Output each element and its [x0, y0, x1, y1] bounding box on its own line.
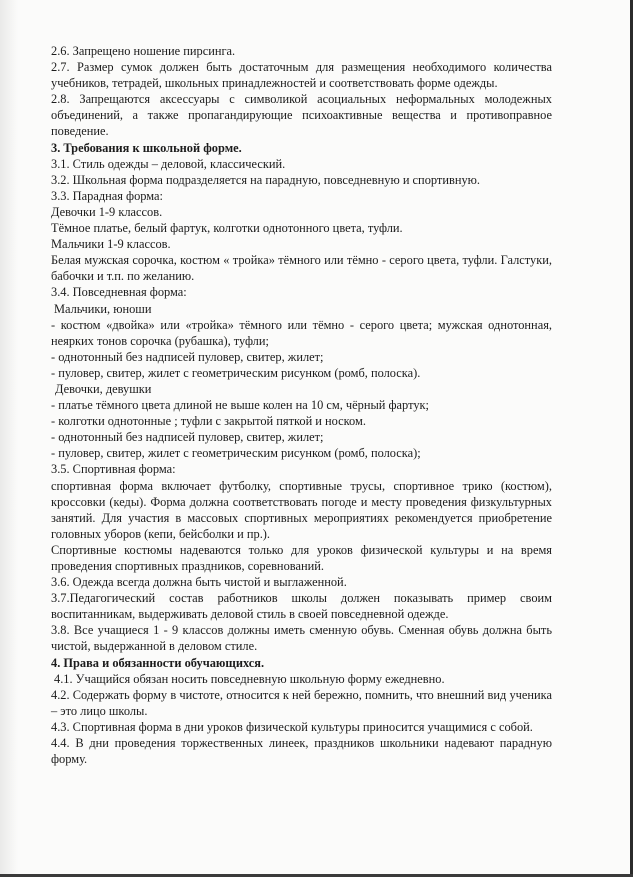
paragraph-4-3: 4.3. Спортивная форма в дни уроков физической культуры приносится учащимися с собой.	[51, 719, 533, 734]
paragraph-3-7: 3.7.Педагогический состав работников школы должен показывать пример своим воспитанникам, выдерживать деловой стиль в своей повседневной одежде.	[51, 591, 552, 622]
paragraph-3-5: 3.5. Спортивная форма:	[51, 462, 176, 477]
paragraph-2-7: 2.7. Размер сумок должен быть достаточным для размещения необходимого количества учебников, тетрадей, школьных принадлежностей и соответствовать форме одежды.	[51, 60, 552, 91]
girls-item-pattern: - пуловер, свитер, жилет с геометрическим рисунком (ромб, полоска);	[51, 446, 421, 461]
document-body	[51, 43, 552, 767]
paragraph-3-6: 3.6. Одежда всегда должна быть чистой и выглаженной.	[51, 575, 347, 590]
boys-dress-formal: Белая мужская сорочка, костюм « тройка» тёмного или тёмно - серого цвета, туфли. Галстуки, бабочки и т.п. по желанию.	[51, 253, 552, 284]
girls-item-dress: - платье тёмного цвета длиной не выше колен на 10 см, чёрный фартук;	[51, 398, 429, 413]
girls-dress-formal: Тёмное платье, белый фартук, колготки однотонного цвета, туфли.	[51, 221, 403, 236]
paragraph-4-2: 4.2. Содержать форму в чистоте, относится к ней бережно, помнить, что внешний вид ученика – это лицо школы.	[51, 687, 552, 718]
girls-label: Девочки, девушки	[55, 381, 152, 396]
paragraph-2-6: 2.6. Запрещено ношение пирсинга.	[51, 44, 236, 58]
sport-uniform-description: спортивная форма включает футболку, спортивные трусы, спортивное трико (костюм), кроссовки (кеды). Форма должна соответствовать погоде и месту проведения физкультурных занятий. Для участия в массовых спортивных мероприятиях рекомендуется приобретение головных уборов (кепи, бейсболки и пр.).	[51, 478, 552, 541]
boys-item-pattern: - пуловер, свитер, жилет с геометрическим рисунком (ромб, полоска).	[51, 365, 421, 380]
paragraph-3-8: 3.8. Все учащиеся 1 - 9 классов должны иметь сменную обувь. Сменная обувь должна быть чистой, выдержанной в деловом стиле.	[51, 623, 552, 654]
section-3-heading: 3. Требования к школьной форме.	[51, 140, 242, 155]
girls-1-9-label: Девочки 1-9 классов.	[51, 204, 163, 219]
girls-item-pullover: - однотонный без надписей пуловер, свитер, жилет;	[51, 430, 324, 445]
boys-label: Мальчики, юноши	[54, 301, 152, 316]
paragraph-2-8: 2.8. Запрещаются аксессуары с символикой асоциальных неформальных молодежных объединений, а также пропагандирующие психоактивные вещества и противоправное поведение.	[51, 92, 552, 139]
paragraph-3-1: 3.1. Стиль одежды – деловой, классический.	[51, 156, 286, 171]
section-4-heading: 4. Права и обязанности обучающихся.	[51, 655, 265, 670]
boys-item-pullover: - однотонный без надписей пуловер, свитер, жилет;	[51, 349, 324, 364]
boys-item-suit: - костюм «двойка» или «тройка» тёмного или тёмно - серого цвета; мужская однотонная, неярких тонов сорочка (рубашка), туфли;	[51, 317, 552, 348]
paragraph-3-4: 3.4. Повседневная форма:	[51, 285, 187, 300]
boys-1-9-label: Мальчики 1-9 классов.	[51, 237, 171, 252]
paragraph-3-2: 3.2. Школьная форма подразделяется на парадную, повседневную и спортивную.	[51, 172, 480, 187]
sport-costume-usage: Спортивные костюмы надеваются только для уроков физической культуры и на время проведения спортивных праздников, соревнований.	[51, 542, 552, 573]
paragraph-4-1: 4.1. Учащийся обязан носить повседневную школьную форму ежедневно.	[54, 671, 445, 686]
girls-item-tights: - колготки однотонные ; туфли с закрытой пяткой и носком.	[51, 414, 366, 429]
paragraph-3-3: 3.3. Парадная форма:	[51, 188, 163, 203]
paragraph-4-4: 4.4. В дни проведения торжественных линеек, праздников школьники надевают парадную форму.	[51, 736, 552, 767]
